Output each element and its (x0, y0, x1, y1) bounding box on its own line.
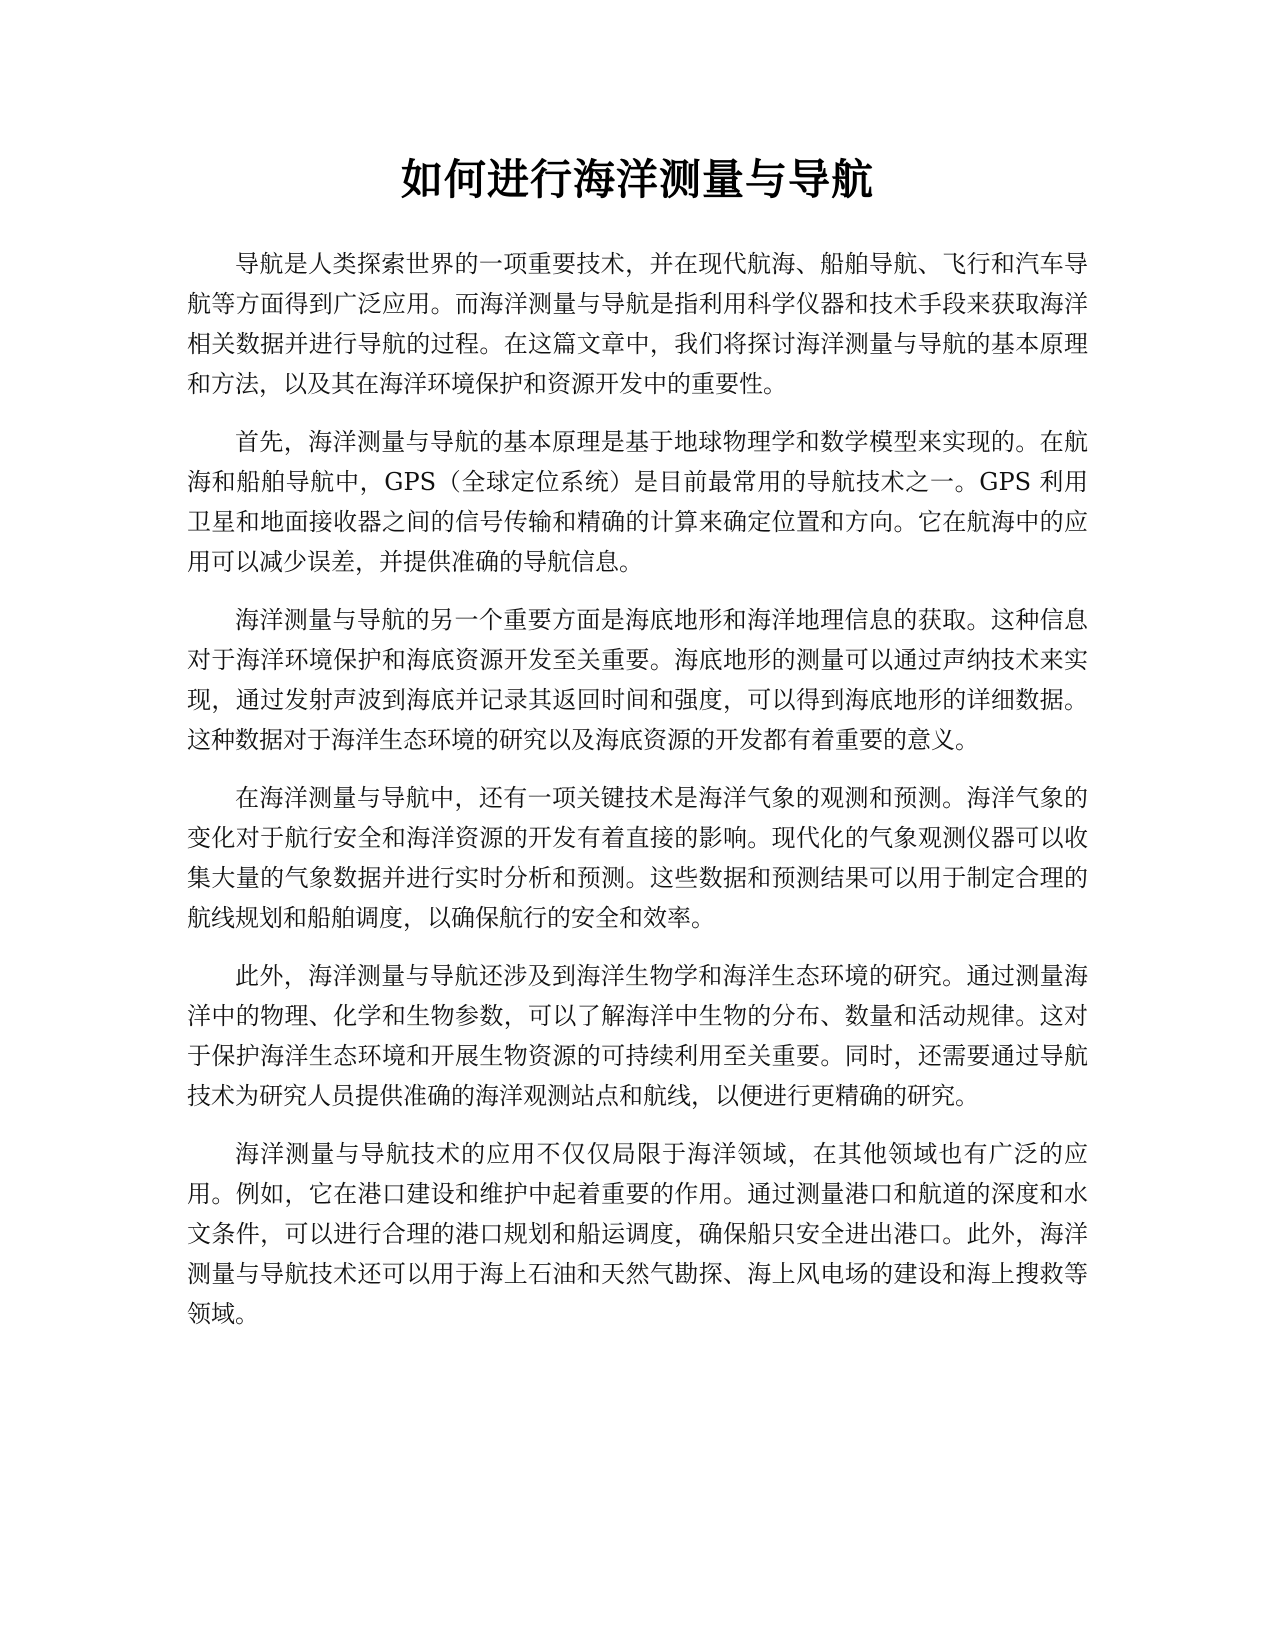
paragraph-2: 首先，海洋测量与导航的基本原理是基于地球物理学和数学模型来实现的。在航海和船舶导航中，GPS（全球定位系统）是目前最常用的导航技术之一。GPS 利用卫星和地面接收器之间的信号传输和精确的计算来确定位置和方向。它在航海中的应用可以减少误差，并提供准确的导航信息。 (187, 428, 1088, 576)
page-title: 如何进行海洋测量与导航 (400, 155, 874, 204)
paragraph-6: 海洋测量与导航技术的应用不仅仅局限于海洋领域，在其他领域也有广泛的应用。例如，它在港口建设和维护中起着重要的作用。通过测量港口和航道的深度和水文条件，可以进行合理的港口规划和船运调度，确保船只安全进出港口。此外，海洋测量与导航技术还可以用于海上石油和天然气勘探、海上风电场的建设和海上搜救等领域。 (187, 1140, 1088, 1328)
document-body (187, 150, 1088, 1352)
paragraph-1: 导航是人类探索世界的一项重要技术，并在现代航海、船舶导航、飞行和汽车导航等方面得到广泛应用。而海洋测量与导航是指利用科学仪器和技术手段来获取海洋相关数据并进行导航的过程。在这篇文章中，我们将探讨海洋测量与导航的基本原理和方法，以及其在海洋环境保护和资源开发中的重要性。 (187, 250, 1088, 398)
paragraph-4: 在海洋测量与导航中，还有一项关键技术是海洋气象的观测和预测。海洋气象的变化对于航行安全和海洋资源的开发有着直接的影响。现代化的气象观测仪器可以收集大量的气象数据并进行实时分析和预测。这些数据和预测结果可以用于制定合理的航线规划和船舶调度，以确保航行的安全和效率。 (187, 784, 1088, 932)
paragraph-5: 此外，海洋测量与导航还涉及到海洋生物学和海洋生态环境的研究。通过测量海洋中的物理、化学和生物参数，可以了解海洋中生物的分布、数量和活动规律。这对于保护海洋生态环境和开展生物资源的可持续利用至关重要。同时，还需要通过导航技术为研究人员提供准确的海洋观测站点和航线，以便进行更精确的研究。 (187, 962, 1088, 1110)
paragraph-3: 海洋测量与导航的另一个重要方面是海底地形和海洋地理信息的获取。这种信息对于海洋环境保护和海底资源开发至关重要。海底地形的测量可以通过声纳技术来实现，通过发射声波到海底并记录其返回时间和强度，可以得到海底地形的详细数据。这种数据对于海洋生态环境的研究以及海底资源的开发都有着重要的意义。 (187, 606, 1088, 754)
